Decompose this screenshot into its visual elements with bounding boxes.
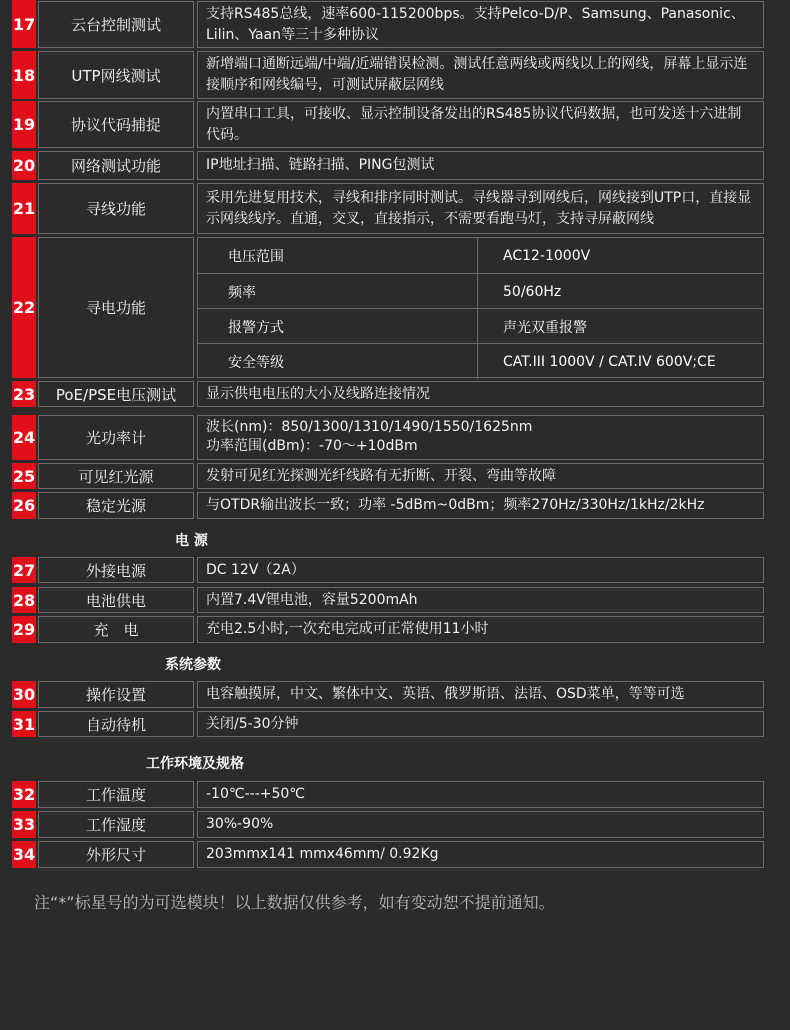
spec-row-23 [0, 381, 790, 407]
subtable-row [198, 273, 763, 309]
row-number: 17 [12, 0, 36, 48]
spec-row-22 [0, 237, 790, 378]
subtable-row [198, 308, 763, 344]
row-number: 30 [12, 681, 36, 708]
row-number: 29 [12, 616, 36, 643]
sub-key: 安全等级 [198, 344, 478, 379]
sub-value: 声光双重报警 [503, 319, 587, 336]
row-number: 25 [12, 463, 36, 489]
row-number: 19 [12, 101, 36, 148]
feature-desc: 采用先进复用技术，寻线和排序同时测试。寻线器寻到网线后，网线接到UTP口，直接显示网线线序。直通，交叉，直接指示，不需要看跑马灯，支持寻屏蔽网线 [197, 183, 764, 234]
feature-desc: 发射可见红光探测光纤线路有无折断、开裂、弯曲等故障 [197, 463, 764, 489]
row-number: 20 [12, 151, 36, 180]
feature-desc: DC 12V（2A） [197, 557, 764, 583]
feature-desc: IP地址扫描、链路扫描、PING包测试 [197, 151, 764, 180]
feature-name: 外接电源 [38, 557, 194, 583]
spec-row-28 [0, 587, 790, 613]
row-number: 18 [12, 51, 36, 99]
feature-desc: 充电2.5小时,一次充电完成可正常使用11小时 [197, 616, 764, 643]
feature-desc: -10℃---+50℃ [197, 781, 764, 808]
feature-name: PoE/PSE电压测试 [38, 381, 194, 407]
spec-row-33 [0, 811, 790, 838]
row-number: 22 [12, 237, 36, 378]
feature-name: 协议代码捕捉 [38, 101, 194, 148]
sub-value: CAT.III 1000V / CAT.IV 600V;CE [503, 353, 716, 370]
row-number: 21 [12, 183, 36, 234]
feature-desc: 内置串口工具，可接收、显示控制设备发出的RS485协议代码数据，也可发送十六进制代码。 [197, 101, 764, 148]
feature-desc: 关闭/5-30分钟 [197, 711, 764, 737]
feature-name: 自动待机 [38, 711, 194, 737]
sub-key: 报警方式 [198, 309, 478, 344]
spec-row-26 [0, 492, 790, 519]
sub-key: 电压范围 [198, 238, 478, 273]
feature-name: 工作湿度 [38, 811, 194, 838]
spec-row-17 [0, 0, 790, 48]
subtable-row [198, 343, 763, 379]
section-title-system: 系统参数 [165, 657, 221, 673]
row-number: 23 [12, 381, 36, 407]
feature-name: 充 电 [38, 616, 194, 643]
spec-row-29 [0, 616, 790, 643]
feature-name: 工作温度 [38, 781, 194, 808]
spec-row-21 [0, 183, 790, 234]
spec-row-30 [0, 681, 790, 708]
feature-name: 可见红光源 [38, 463, 194, 489]
feature-desc [197, 415, 764, 460]
subtable-row [198, 238, 763, 273]
row-number: 27 [12, 557, 36, 583]
section-title-environment: 工作环境及规格 [146, 756, 244, 772]
section-title-power: 电 源 [175, 533, 208, 549]
row-number: 31 [12, 711, 36, 737]
wavelength-line: 波长(nm)：850/1300/1310/1490/1550/1625nm [206, 419, 533, 435]
power-range-line: 功率范围(dBm)：-70～+10dBm [206, 438, 418, 454]
sub-value: 50/60Hz [503, 283, 562, 300]
feature-name: UTP网线测试 [38, 51, 194, 99]
feature-desc: 30%-90% [197, 811, 764, 838]
feature-name: 操作设置 [38, 681, 194, 708]
feature-name: 电池供电 [38, 587, 194, 613]
sub-value: AC12-1000V [503, 247, 591, 264]
voltage-detect-subtable [197, 237, 764, 378]
feature-name: 云台控制测试 [38, 1, 194, 48]
feature-desc: 与OTDR输出波长一致；功率 -5dBm~0dBm；频率270Hz/330Hz/1kHz/2kHz [197, 492, 764, 519]
feature-desc: 内置7.4V锂电池，容量5200mAh [197, 587, 764, 613]
feature-name: 寻线功能 [38, 183, 194, 234]
spec-row-18 [0, 51, 790, 99]
feature-desc: 支持RS485总线，速率600-115200bps。支持Pelco-D/P、Samsung、Panasonic、Lilin、Yaan等三十多种协议 [197, 1, 764, 48]
row-number: 28 [12, 587, 36, 613]
row-number: 24 [12, 415, 36, 460]
row-number: 34 [12, 841, 36, 868]
feature-name: 光功率计 [38, 415, 194, 460]
feature-desc: 电容触摸屏，中文、繁体中文、英语、俄罗斯语、法语、OSD菜单，等等可选 [197, 681, 764, 708]
spec-row-31 [0, 711, 790, 737]
feature-name: 外形尺寸 [38, 841, 194, 868]
row-number: 32 [12, 781, 36, 808]
spec-row-34 [0, 841, 790, 868]
row-number: 26 [12, 492, 36, 519]
spec-row-27 [0, 557, 790, 583]
row-number: 33 [12, 811, 36, 838]
feature-name: 寻电功能 [38, 237, 194, 378]
spec-row-20 [0, 151, 790, 180]
sub-key: 频率 [198, 274, 478, 309]
feature-name: 网络测试功能 [38, 151, 194, 180]
feature-desc: 203mmx141 mmx46mm/ 0.92Kg [197, 841, 764, 868]
spec-row-25 [0, 463, 790, 489]
disclaimer-note: 注“*”标星号的为可选模块！以上数据仅供参考，如有变动恕不提前通知。 [34, 893, 555, 912]
feature-desc: 新增端口通断远端/中端/近端错误检测。测试任意两线或两线以上的网线，屏幕上显示连接顺序和网线编号，可测试屏蔽层网线 [197, 51, 764, 99]
spec-row-32 [0, 781, 790, 808]
spec-row-19 [0, 101, 790, 148]
spec-row-24 [0, 415, 790, 460]
feature-desc: 显示供电电压的大小及线路连接情况 [197, 381, 764, 407]
feature-name: 稳定光源 [38, 492, 194, 519]
